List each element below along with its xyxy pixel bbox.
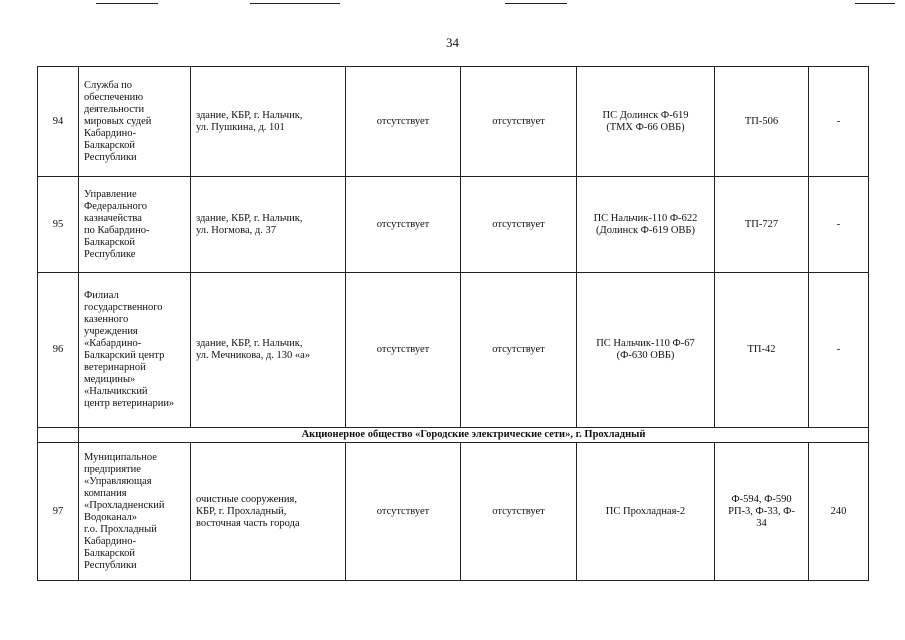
organization-name [79,177,191,273]
substation-cell-line: ПС Долинск Ф-619 [602,109,689,121]
organization-name-line: Водоканал» [84,511,138,523]
transformer-cell [715,273,809,428]
substation-cell-line: (Долинск Ф-619 ОВБ) [596,224,695,236]
header-rule [96,3,158,4]
facility-address [191,67,346,177]
organization-name-line: Муниципальное [84,451,157,463]
organization-name-line: по Кабардино- [84,224,150,236]
section-blank-cell [38,428,79,443]
load-cell: - [809,273,869,428]
organization-name-line: Балкарской [84,139,135,151]
organization-name-line: Республики [84,559,137,571]
organization-name [79,443,191,581]
organization-name-line: Филиал [84,290,119,301]
row-number: 97 [38,443,79,581]
table-body-upper [38,67,869,428]
table-body-section [38,428,869,443]
facility-address-line: здание, КБР, г. Нальчик, [196,109,303,121]
transformer-cell-line: Ф-594, Ф-590 [731,493,792,505]
transformer-cell-line: 34 [756,517,767,529]
row-number: 95 [38,177,79,273]
organization-name-line: «Управляющая [84,475,152,487]
substation-cell-line: (Ф-630 ОВБ) [616,350,675,361]
status-cell: отсутствует [461,67,577,177]
facility-address [191,443,346,581]
transformer-cell-line: ТП-506 [744,115,779,127]
load-cell: - [809,177,869,273]
section-row [38,428,869,443]
facility-address-line: здание, КБР, г. Нальчик, [196,212,303,224]
facility-address-line: ул. Ногмова, д. 37 [196,224,276,236]
table-row [38,443,869,581]
facility-address-line: КБР, г. Прохладный, [196,505,287,517]
substation-cell-line: ПС Нальчик-110 Ф-622 [593,212,698,224]
facility-address-line: очистные сооружения, [196,493,297,505]
substation-cell [577,443,715,581]
organization-name-line: государственного [84,302,163,313]
organization-name-line: «Прохладненский [84,499,165,511]
organization-name-line: г.о. Прохладный [84,523,157,535]
header-rule [855,3,895,4]
organization-name-line: Балкарской [84,236,135,248]
organization-name-line: казначейства [84,212,142,224]
substation-cell-line: (ТМХ Ф-66 ОВБ) [606,121,685,133]
facility-address-line: здание, КБР, г. Нальчик, [196,338,303,349]
facility-address-line: восточная часть города [196,517,300,529]
organization-name-line: центр ветеринарии» [84,398,175,409]
organization-name-line: деятельности [84,103,145,115]
status-cell: отсутствует [461,443,577,581]
page-number: 34 [446,35,459,50]
transformer-cell [715,177,809,273]
substation-cell [577,273,715,428]
organization-name [79,67,191,177]
row-number: 94 [38,67,79,177]
transformer-cell-line: ТП-42 [747,344,776,355]
table-row [38,273,869,428]
transformer-cell [715,67,809,177]
table-body-lower [38,443,869,581]
substation-cell [577,67,715,177]
organization-name-line: Республике [84,248,136,260]
load-cell: - [809,67,869,177]
organization-name-line: Служба по [84,79,132,91]
organization-name-line: Республики [84,151,137,163]
organization-name-line: предприятие [84,463,141,475]
header-rule [505,3,567,4]
organization-name-line: учреждения [84,326,138,337]
organization-name-line: Кабардино- [84,535,136,547]
organization-name-line: Кабардино- [84,127,136,139]
facilities-table [37,66,869,581]
transformer-cell [715,443,809,581]
organization-name [79,273,191,428]
organization-name-line: Федерального [84,200,148,212]
organization-name-line: компания [84,487,127,499]
substation-cell-line: ПС Прохладная-2 [605,505,686,517]
organization-name-line: казенного [84,314,129,325]
table-row [38,67,869,177]
facility-address-line: ул. Мечникова, д. 130 «а» [196,350,311,361]
substation-cell [577,177,715,273]
organization-name-line: «Нальчикский [84,386,148,397]
status-cell: отсутствует [346,443,461,581]
header-rule [250,3,340,4]
organization-name-line: Управление [84,188,137,200]
facility-address-line: ул. Пушкина, д. 101 [196,121,285,133]
organization-name-line: Балкарский центр [84,350,165,361]
status-cell: отсутствует [461,273,577,428]
row-number: 96 [38,273,79,428]
organization-name-line: Балкарской [84,547,135,559]
status-cell: отсутствует [346,177,461,273]
status-cell: отсутствует [346,273,461,428]
load-cell: 240 [809,443,869,581]
organization-name-line: медицины» [84,374,136,385]
organization-name-line: ветеринарной [84,362,146,373]
table-row [38,177,869,273]
substation-cell-line: ПС Нальчик-110 Ф-67 [596,338,695,349]
section-title: Акционерное общество «Городские электрические сети», г. Прохладный [79,428,869,443]
status-cell: отсутствует [346,67,461,177]
facility-address [191,177,346,273]
status-cell: отсутствует [461,177,577,273]
organization-name-line: «Кабардино- [84,338,142,349]
organization-name-line: мировых судей [84,115,152,127]
facility-address [191,273,346,428]
organization-name-line: обеспечению [84,91,144,103]
transformer-cell-line: ТП-727 [744,218,779,230]
transformer-cell-line: РП-3, Ф-33, Ф- [728,505,795,517]
